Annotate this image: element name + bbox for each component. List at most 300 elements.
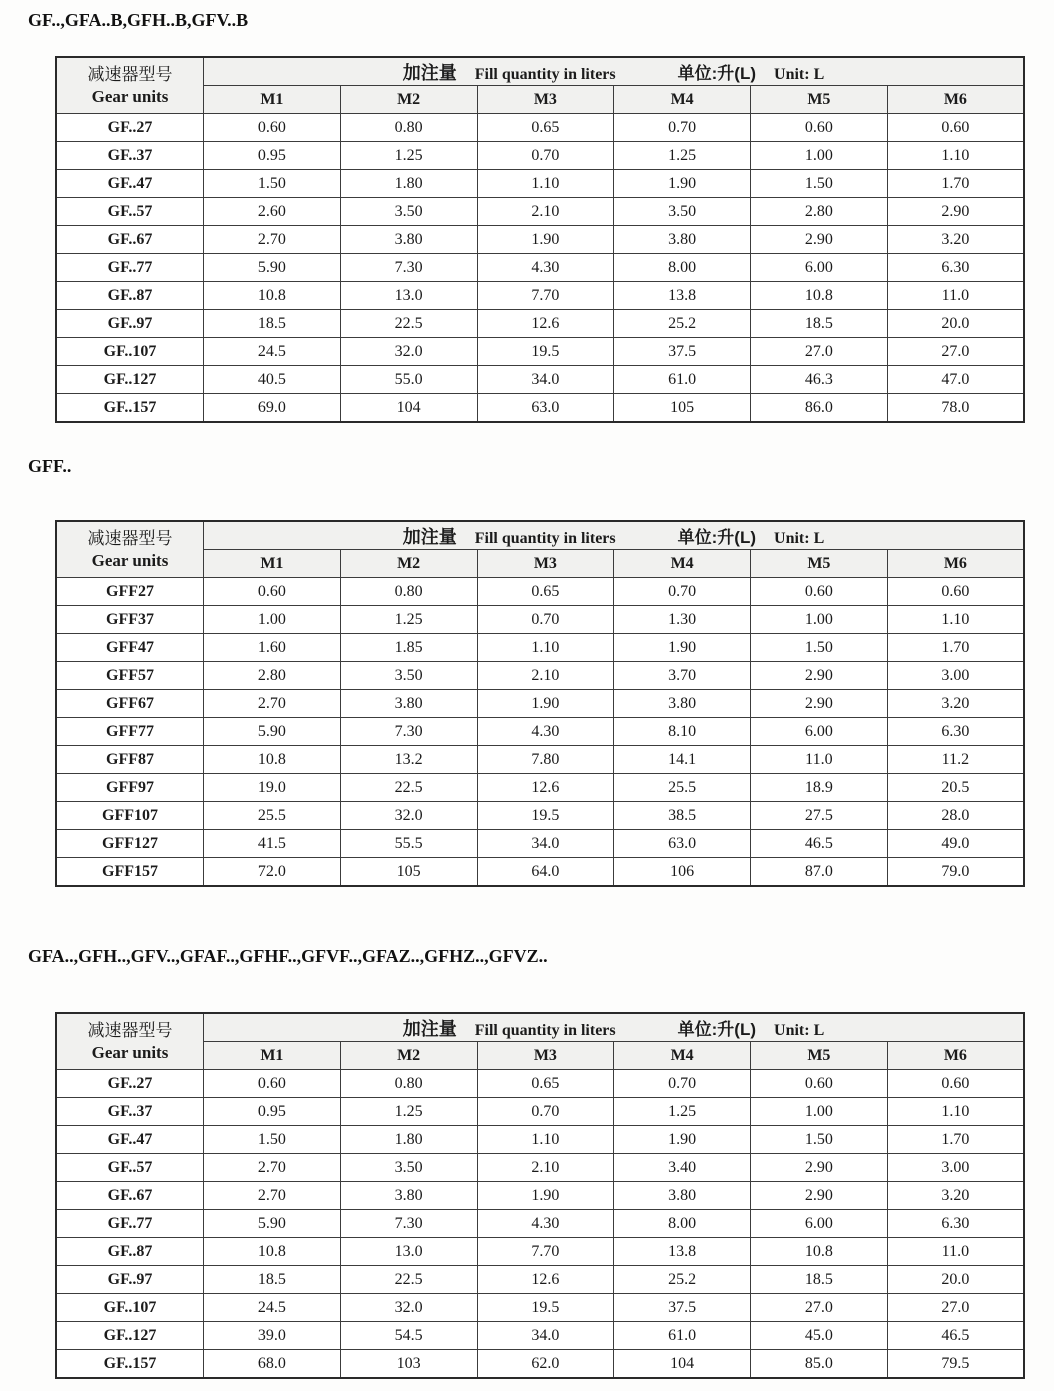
model-cell: GF..127 [56, 1322, 204, 1350]
value-cell: 0.65 [477, 1070, 614, 1098]
model-cell: GFF77 [56, 718, 204, 746]
value-cell: 18.5 [751, 310, 888, 338]
model-cell: GFF127 [56, 830, 204, 858]
section-title-gfa-gfh-gfv-series: GFA..,GFH..,GFV..,GFAF..,GFHF..,GFVF..,GFAZ..,GFHZ..,GFVZ.. [28, 946, 548, 966]
column-header-m1: M1 [204, 86, 341, 114]
value-cell: 13.0 [340, 282, 477, 310]
value-cell: 47.0 [887, 366, 1024, 394]
model-cell: GF..77 [56, 1210, 204, 1238]
fill-quantity-header-cell [204, 521, 1025, 550]
model-cell: GF..37 [56, 142, 204, 170]
model-cell: GF..107 [56, 338, 204, 366]
column-header-m2: M2 [340, 86, 477, 114]
value-cell: 10.8 [204, 282, 341, 310]
table-body [56, 114, 1024, 423]
column-header-m3: M3 [477, 1042, 614, 1070]
value-cell: 38.5 [614, 802, 751, 830]
value-cell: 19.5 [477, 802, 614, 830]
value-cell: 0.60 [887, 114, 1024, 142]
value-cell: 25.2 [614, 310, 751, 338]
value-cell: 3.80 [340, 1182, 477, 1210]
value-cell: 34.0 [477, 830, 614, 858]
fill-quantity-header-cell [204, 1013, 1025, 1042]
table-row [56, 1182, 1024, 1210]
value-cell: 2.80 [204, 662, 341, 690]
model-cell: GF..127 [56, 366, 204, 394]
table-row [56, 578, 1024, 606]
value-cell: 105 [614, 394, 751, 423]
value-cell: 14.1 [614, 746, 751, 774]
value-cell: 1.10 [477, 170, 614, 198]
model-cell: GFF67 [56, 690, 204, 718]
value-cell: 3.00 [887, 662, 1024, 690]
value-cell: 0.60 [204, 1070, 341, 1098]
value-cell: 37.5 [614, 338, 751, 366]
model-cell: GF..97 [56, 1266, 204, 1294]
column-header-m5: M5 [751, 86, 888, 114]
value-cell: 6.00 [751, 718, 888, 746]
value-cell: 1.70 [887, 1126, 1024, 1154]
value-cell: 4.30 [477, 1210, 614, 1238]
table-row [56, 310, 1024, 338]
unit-label-en: Unit: L [774, 1021, 825, 1039]
value-cell: 5.90 [204, 254, 341, 282]
value-cell: 72.0 [204, 858, 341, 887]
value-cell: 46.3 [751, 366, 888, 394]
value-cell: 11.0 [887, 1238, 1024, 1266]
value-cell: 1.10 [887, 1098, 1024, 1126]
value-cell: 6.00 [751, 254, 888, 282]
value-cell: 1.50 [751, 170, 888, 198]
value-cell: 19.5 [477, 1294, 614, 1322]
table-row [56, 1350, 1024, 1379]
value-cell: 49.0 [887, 830, 1024, 858]
value-cell: 0.60 [887, 578, 1024, 606]
value-cell: 10.8 [204, 746, 341, 774]
value-cell: 87.0 [751, 858, 888, 887]
model-cell: GF..97 [56, 310, 204, 338]
value-cell: 1.90 [614, 170, 751, 198]
value-cell: 11.0 [751, 746, 888, 774]
fill-quantity-label-zh: 加注量 [402, 1018, 457, 1039]
section-title-gf-b-series: GF..,GFA..B,GFH..B,GFV..B [28, 10, 249, 30]
table-row [56, 1294, 1024, 1322]
table-header-row [56, 521, 1024, 550]
value-cell: 1.90 [477, 226, 614, 254]
value-cell: 1.50 [751, 634, 888, 662]
value-cell: 0.95 [204, 142, 341, 170]
value-cell: 55.0 [340, 366, 477, 394]
value-cell: 20.0 [887, 1266, 1024, 1294]
value-cell: 8.10 [614, 718, 751, 746]
value-cell: 1.00 [751, 1098, 888, 1126]
value-cell: 2.60 [204, 198, 341, 226]
table-row [56, 198, 1024, 226]
value-cell: 2.80 [751, 198, 888, 226]
value-cell: 0.60 [751, 114, 888, 142]
value-cell: 1.25 [340, 142, 477, 170]
value-cell: 0.60 [204, 114, 341, 142]
model-cell: GFF57 [56, 662, 204, 690]
value-cell: 1.80 [340, 1126, 477, 1154]
value-cell: 1.25 [614, 1098, 751, 1126]
value-cell: 2.90 [751, 690, 888, 718]
value-cell: 0.80 [340, 578, 477, 606]
value-cell: 63.0 [614, 830, 751, 858]
table-row [56, 1126, 1024, 1154]
column-header-m1: M1 [204, 550, 341, 578]
value-cell: 0.95 [204, 1098, 341, 1126]
value-cell: 3.50 [340, 662, 477, 690]
value-cell: 3.40 [614, 1154, 751, 1182]
value-cell: 13.8 [614, 1238, 751, 1266]
table-row [56, 114, 1024, 142]
value-cell: 18.9 [751, 774, 888, 802]
unit-label-zh: 单位:升(L) [677, 1019, 757, 1039]
value-cell: 46.5 [751, 830, 888, 858]
table-body [56, 578, 1024, 887]
value-cell: 24.5 [204, 338, 341, 366]
table-row [56, 1070, 1024, 1098]
model-cell: GFF47 [56, 634, 204, 662]
value-cell: 63.0 [477, 394, 614, 423]
column-header-m3: M3 [477, 550, 614, 578]
value-cell: 19.0 [204, 774, 341, 802]
value-cell: 3.80 [614, 1182, 751, 1210]
value-cell: 7.30 [340, 254, 477, 282]
value-cell: 3.80 [340, 690, 477, 718]
model-cell: GFF97 [56, 774, 204, 802]
value-cell: 22.5 [340, 310, 477, 338]
column-header-m4: M4 [614, 86, 751, 114]
column-header-m6: M6 [887, 86, 1024, 114]
model-cell: GF..67 [56, 1182, 204, 1210]
value-cell: 5.90 [204, 718, 341, 746]
table-row [56, 634, 1024, 662]
value-cell: 62.0 [477, 1350, 614, 1379]
value-cell: 0.70 [477, 606, 614, 634]
value-cell: 11.2 [887, 746, 1024, 774]
table-row [56, 142, 1024, 170]
value-cell: 45.0 [751, 1322, 888, 1350]
table-row [56, 170, 1024, 198]
unit-label-en: Unit: L [774, 529, 825, 547]
value-cell: 7.30 [340, 718, 477, 746]
value-cell: 54.5 [340, 1322, 477, 1350]
table-row [56, 1238, 1024, 1266]
value-cell: 55.5 [340, 830, 477, 858]
value-cell: 104 [614, 1350, 751, 1379]
corner-header-zh: 减速器型号 [87, 1021, 173, 1041]
fill-quantity-label-en: Fill quantity in liters [474, 65, 616, 83]
model-cell: GF..87 [56, 282, 204, 310]
model-cell: GFF157 [56, 858, 204, 887]
corner-header-zh: 减速器型号 [87, 529, 173, 549]
model-cell: GF..27 [56, 114, 204, 142]
model-cell: GFF37 [56, 606, 204, 634]
value-cell: 3.50 [340, 198, 477, 226]
column-header-m4: M4 [614, 550, 751, 578]
value-cell: 22.5 [340, 774, 477, 802]
column-header-m3: M3 [477, 86, 614, 114]
table-row [56, 802, 1024, 830]
unit-label-en: Unit: L [774, 65, 825, 83]
column-header-m5: M5 [751, 1042, 888, 1070]
value-cell: 2.70 [204, 226, 341, 254]
value-cell: 7.70 [477, 1238, 614, 1266]
value-cell: 79.5 [887, 1350, 1024, 1379]
value-cell: 6.30 [887, 718, 1024, 746]
value-cell: 1.30 [614, 606, 751, 634]
value-cell: 2.70 [204, 690, 341, 718]
value-cell: 1.50 [204, 170, 341, 198]
table-row [56, 1154, 1024, 1182]
value-cell: 1.70 [887, 634, 1024, 662]
value-cell: 3.70 [614, 662, 751, 690]
value-cell: 69.0 [204, 394, 341, 423]
column-header-m6: M6 [887, 1042, 1024, 1070]
value-cell: 1.90 [477, 690, 614, 718]
value-cell: 12.6 [477, 1266, 614, 1294]
model-cell: GF..157 [56, 394, 204, 423]
corner-header-cell [56, 521, 204, 578]
value-cell: 18.5 [204, 310, 341, 338]
value-cell: 79.0 [887, 858, 1024, 887]
value-cell: 27.5 [751, 802, 888, 830]
value-cell: 2.90 [887, 198, 1024, 226]
table-row [56, 1322, 1024, 1350]
value-cell: 1.90 [477, 1182, 614, 1210]
value-cell: 19.5 [477, 338, 614, 366]
table-row [56, 394, 1024, 423]
value-cell: 0.80 [340, 114, 477, 142]
value-cell: 3.80 [614, 690, 751, 718]
value-cell: 1.00 [751, 606, 888, 634]
value-cell: 0.70 [477, 142, 614, 170]
value-cell: 0.60 [751, 1070, 888, 1098]
table-row [56, 774, 1024, 802]
value-cell: 13.2 [340, 746, 477, 774]
value-cell: 2.10 [477, 1154, 614, 1182]
table-row [56, 1098, 1024, 1126]
value-cell: 32.0 [340, 1294, 477, 1322]
value-cell: 27.0 [887, 1294, 1024, 1322]
value-cell: 0.65 [477, 114, 614, 142]
value-cell: 1.25 [340, 1098, 477, 1126]
column-header-m2: M2 [340, 1042, 477, 1070]
value-cell: 6.30 [887, 254, 1024, 282]
value-cell: 3.20 [887, 690, 1024, 718]
model-cell: GFF107 [56, 802, 204, 830]
corner-header-en: Gear units [91, 550, 169, 570]
fill-quantity-label-en: Fill quantity in liters [474, 529, 616, 547]
value-cell: 3.50 [614, 198, 751, 226]
model-cell: GF..27 [56, 1070, 204, 1098]
value-cell: 86.0 [751, 394, 888, 423]
value-cell: 1.60 [204, 634, 341, 662]
value-cell: 1.85 [340, 634, 477, 662]
value-cell: 25.5 [614, 774, 751, 802]
value-cell: 46.5 [887, 1322, 1024, 1350]
value-cell: 20.5 [887, 774, 1024, 802]
table-row [56, 1266, 1024, 1294]
value-cell: 4.30 [477, 254, 614, 282]
value-cell: 68.0 [204, 1350, 341, 1379]
value-cell: 7.30 [340, 1210, 477, 1238]
value-cell: 1.10 [477, 634, 614, 662]
value-cell: 1.00 [204, 606, 341, 634]
value-cell: 41.5 [204, 830, 341, 858]
column-header-m4: M4 [614, 1042, 751, 1070]
value-cell: 39.0 [204, 1322, 341, 1350]
model-cell: GF..107 [56, 1294, 204, 1322]
value-cell: 0.60 [887, 1070, 1024, 1098]
value-cell: 8.00 [614, 1210, 751, 1238]
value-cell: 27.0 [751, 1294, 888, 1322]
value-cell: 6.30 [887, 1210, 1024, 1238]
value-cell: 5.90 [204, 1210, 341, 1238]
section-title-gff-series: GFF.. [28, 456, 72, 476]
table-row [56, 662, 1024, 690]
value-cell: 1.90 [614, 634, 751, 662]
value-cell: 40.5 [204, 366, 341, 394]
table-row [56, 254, 1024, 282]
model-cell: GF..57 [56, 198, 204, 226]
value-cell: 1.70 [887, 170, 1024, 198]
value-cell: 106 [614, 858, 751, 887]
value-cell: 85.0 [751, 1350, 888, 1379]
value-cell: 24.5 [204, 1294, 341, 1322]
value-cell: 2.90 [751, 1182, 888, 1210]
fill-quantity-table-1 [55, 56, 1025, 423]
model-cell: GF..47 [56, 1126, 204, 1154]
value-cell: 1.10 [887, 142, 1024, 170]
value-cell: 0.60 [204, 578, 341, 606]
value-cell: 25.2 [614, 1266, 751, 1294]
value-cell: 1.25 [614, 142, 751, 170]
table-row [56, 858, 1024, 887]
value-cell: 2.70 [204, 1154, 341, 1182]
value-cell: 3.00 [887, 1154, 1024, 1182]
fill-quantity-table-3 [55, 1012, 1025, 1379]
model-cell: GF..77 [56, 254, 204, 282]
fill-quantity-table-2 [55, 520, 1025, 887]
value-cell: 7.70 [477, 282, 614, 310]
value-cell: 37.5 [614, 1294, 751, 1322]
table-row [56, 282, 1024, 310]
table-row [56, 606, 1024, 634]
value-cell: 32.0 [340, 338, 477, 366]
value-cell: 2.90 [751, 226, 888, 254]
column-header-m2: M2 [340, 550, 477, 578]
value-cell: 64.0 [477, 858, 614, 887]
corner-header-zh: 减速器型号 [87, 65, 173, 85]
value-cell: 0.70 [614, 114, 751, 142]
value-cell: 78.0 [887, 394, 1024, 423]
value-cell: 34.0 [477, 1322, 614, 1350]
value-cell: 104 [340, 394, 477, 423]
model-cell: GF..157 [56, 1350, 204, 1379]
value-cell: 0.70 [614, 1070, 751, 1098]
table-row [56, 830, 1024, 858]
fill-quantity-header-cell [204, 57, 1025, 86]
model-cell: GF..67 [56, 226, 204, 254]
value-cell: 2.90 [751, 662, 888, 690]
model-cell: GF..37 [56, 1098, 204, 1126]
table-body [56, 1070, 1024, 1379]
table-row [56, 366, 1024, 394]
value-cell: 1.10 [477, 1126, 614, 1154]
value-cell: 12.6 [477, 310, 614, 338]
model-cell: GF..47 [56, 170, 204, 198]
value-cell: 13.8 [614, 282, 751, 310]
corner-header-cell [56, 1013, 204, 1070]
value-cell: 3.20 [887, 226, 1024, 254]
column-header-m6: M6 [887, 550, 1024, 578]
fill-quantity-label-en: Fill quantity in liters [474, 1021, 616, 1039]
value-cell: 1.25 [340, 606, 477, 634]
fill-quantity-label-zh: 加注量 [402, 526, 457, 547]
fill-quantity-label-zh: 加注量 [402, 62, 457, 83]
value-cell: 1.80 [340, 170, 477, 198]
corner-header-cell [56, 57, 204, 114]
value-cell: 27.0 [751, 338, 888, 366]
model-cell: GF..57 [56, 1154, 204, 1182]
value-cell: 61.0 [614, 366, 751, 394]
model-cell: GFF27 [56, 578, 204, 606]
table-row [56, 690, 1024, 718]
value-cell: 2.90 [751, 1154, 888, 1182]
value-cell: 4.30 [477, 718, 614, 746]
table-row [56, 1210, 1024, 1238]
value-cell: 2.10 [477, 662, 614, 690]
model-cell: GF..87 [56, 1238, 204, 1266]
value-cell: 3.50 [340, 1154, 477, 1182]
value-cell: 32.0 [340, 802, 477, 830]
value-cell: 11.0 [887, 282, 1024, 310]
table-row [56, 718, 1024, 746]
value-cell: 0.60 [751, 578, 888, 606]
corner-header-en: Gear units [91, 1042, 169, 1062]
value-cell: 0.70 [477, 1098, 614, 1126]
value-cell: 0.65 [477, 578, 614, 606]
table-row [56, 338, 1024, 366]
value-cell: 103 [340, 1350, 477, 1379]
value-cell: 20.0 [887, 310, 1024, 338]
value-cell: 3.20 [887, 1182, 1024, 1210]
value-cell: 1.90 [614, 1126, 751, 1154]
value-cell: 3.80 [614, 226, 751, 254]
value-cell: 105 [340, 858, 477, 887]
value-cell: 6.00 [751, 1210, 888, 1238]
table-header-row [56, 57, 1024, 86]
table-row [56, 746, 1024, 774]
value-cell: 1.00 [751, 142, 888, 170]
value-cell: 10.8 [204, 1238, 341, 1266]
column-header-m1: M1 [204, 1042, 341, 1070]
value-cell: 22.5 [340, 1266, 477, 1294]
value-cell: 3.80 [340, 226, 477, 254]
value-cell: 18.5 [751, 1266, 888, 1294]
value-cell: 61.0 [614, 1322, 751, 1350]
value-cell: 0.80 [340, 1070, 477, 1098]
value-cell: 2.10 [477, 198, 614, 226]
value-cell: 12.6 [477, 774, 614, 802]
table-row [56, 226, 1024, 254]
value-cell: 1.50 [204, 1126, 341, 1154]
value-cell: 13.0 [340, 1238, 477, 1266]
unit-label-zh: 单位:升(L) [677, 63, 757, 83]
